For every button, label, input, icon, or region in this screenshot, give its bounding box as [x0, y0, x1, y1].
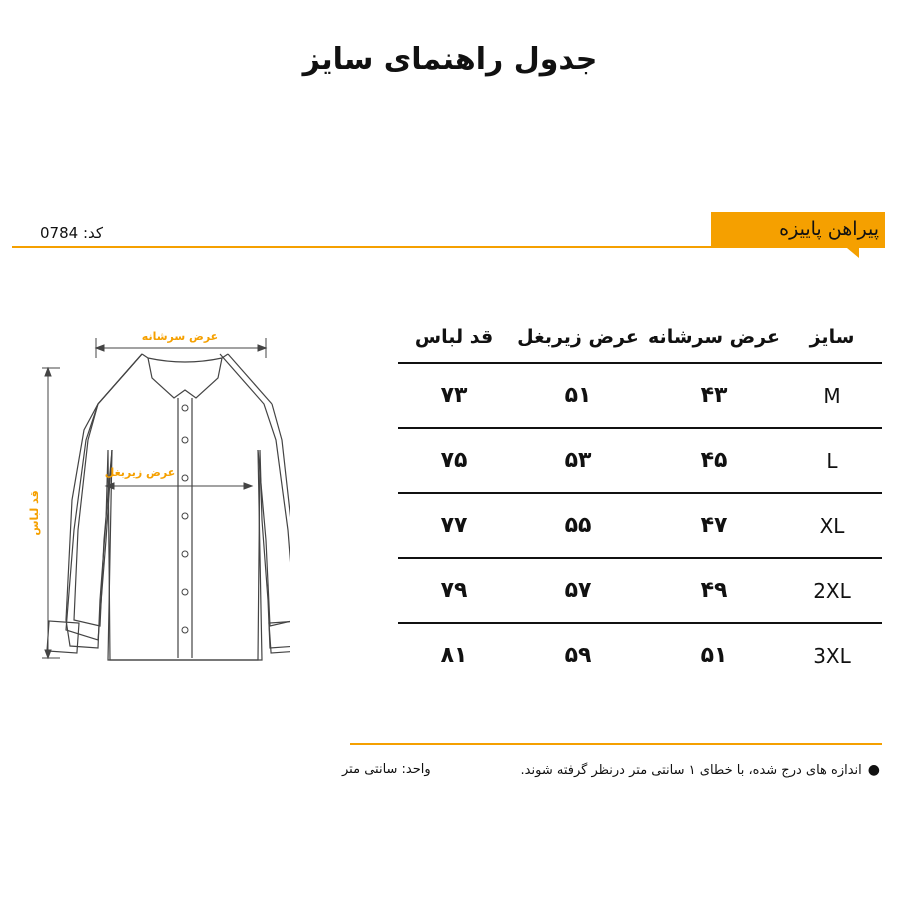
- chest-width-label: عرض زیربغل: [104, 466, 176, 479]
- chest-cell: ۵۱: [564, 383, 592, 408]
- chest-cell: ۵۷: [564, 578, 592, 603]
- length-cell: ۷۳: [440, 383, 468, 408]
- chest-cell: ۵۳: [564, 448, 592, 473]
- header-chest: عرض زیربغل: [517, 326, 639, 348]
- size-table: [398, 312, 882, 687]
- measurement-note: [521, 762, 880, 778]
- tag-tail: [847, 248, 859, 258]
- length-cell: ۷۷: [440, 513, 468, 538]
- page-title: جدول راهنمای سایز: [302, 42, 598, 77]
- button-icon: [182, 405, 188, 411]
- shoulder-width-label: عرض سرشانه: [141, 330, 219, 343]
- shoulder-cell: ۴۹: [700, 578, 728, 603]
- size-cell: XL: [819, 513, 845, 538]
- shoulder-cell: ۵۱: [700, 643, 728, 668]
- table-row: [398, 429, 882, 494]
- header-size: سایز: [809, 326, 855, 348]
- footer-divider: [350, 743, 882, 745]
- header-shoulder: عرض سرشانه: [648, 326, 780, 348]
- bullet-icon: ●: [867, 762, 880, 778]
- size-cell: 2XL: [813, 578, 851, 603]
- product-name: پیراهن پاییزه: [779, 218, 879, 240]
- table-row: [398, 364, 882, 429]
- chest-cell: ۵۵: [564, 513, 592, 538]
- length-cell: ۷۵: [440, 448, 468, 473]
- note-text: اندازه های درج شده، با خطای ۱ سانتی متر درنظر گرفته شوند.: [520, 763, 862, 778]
- shirt-diagram: [20, 300, 290, 670]
- header-length: قد لباس: [414, 326, 494, 348]
- shoulder-cell: ۴۵: [700, 448, 728, 473]
- product-code: کد: 0784: [40, 224, 104, 242]
- table-row: [398, 494, 882, 559]
- chest-cell: ۵۹: [564, 643, 592, 668]
- table-header-row: [398, 312, 882, 364]
- length-cell: ۸۱: [440, 643, 468, 668]
- shoulder-cell: ۴۷: [700, 513, 728, 538]
- shoulder-cell: ۴۳: [700, 383, 728, 408]
- unit-note: واحد: سانتی متر: [342, 762, 431, 777]
- table-row: [398, 559, 882, 624]
- length-cell: ۷۹: [440, 578, 468, 603]
- product-name-tag: [711, 212, 885, 248]
- size-cell: M: [823, 383, 841, 408]
- length-label: قد لباس: [28, 490, 41, 536]
- size-cell: L: [826, 448, 838, 473]
- table-row: [398, 624, 882, 687]
- size-cell: 3XL: [813, 643, 851, 668]
